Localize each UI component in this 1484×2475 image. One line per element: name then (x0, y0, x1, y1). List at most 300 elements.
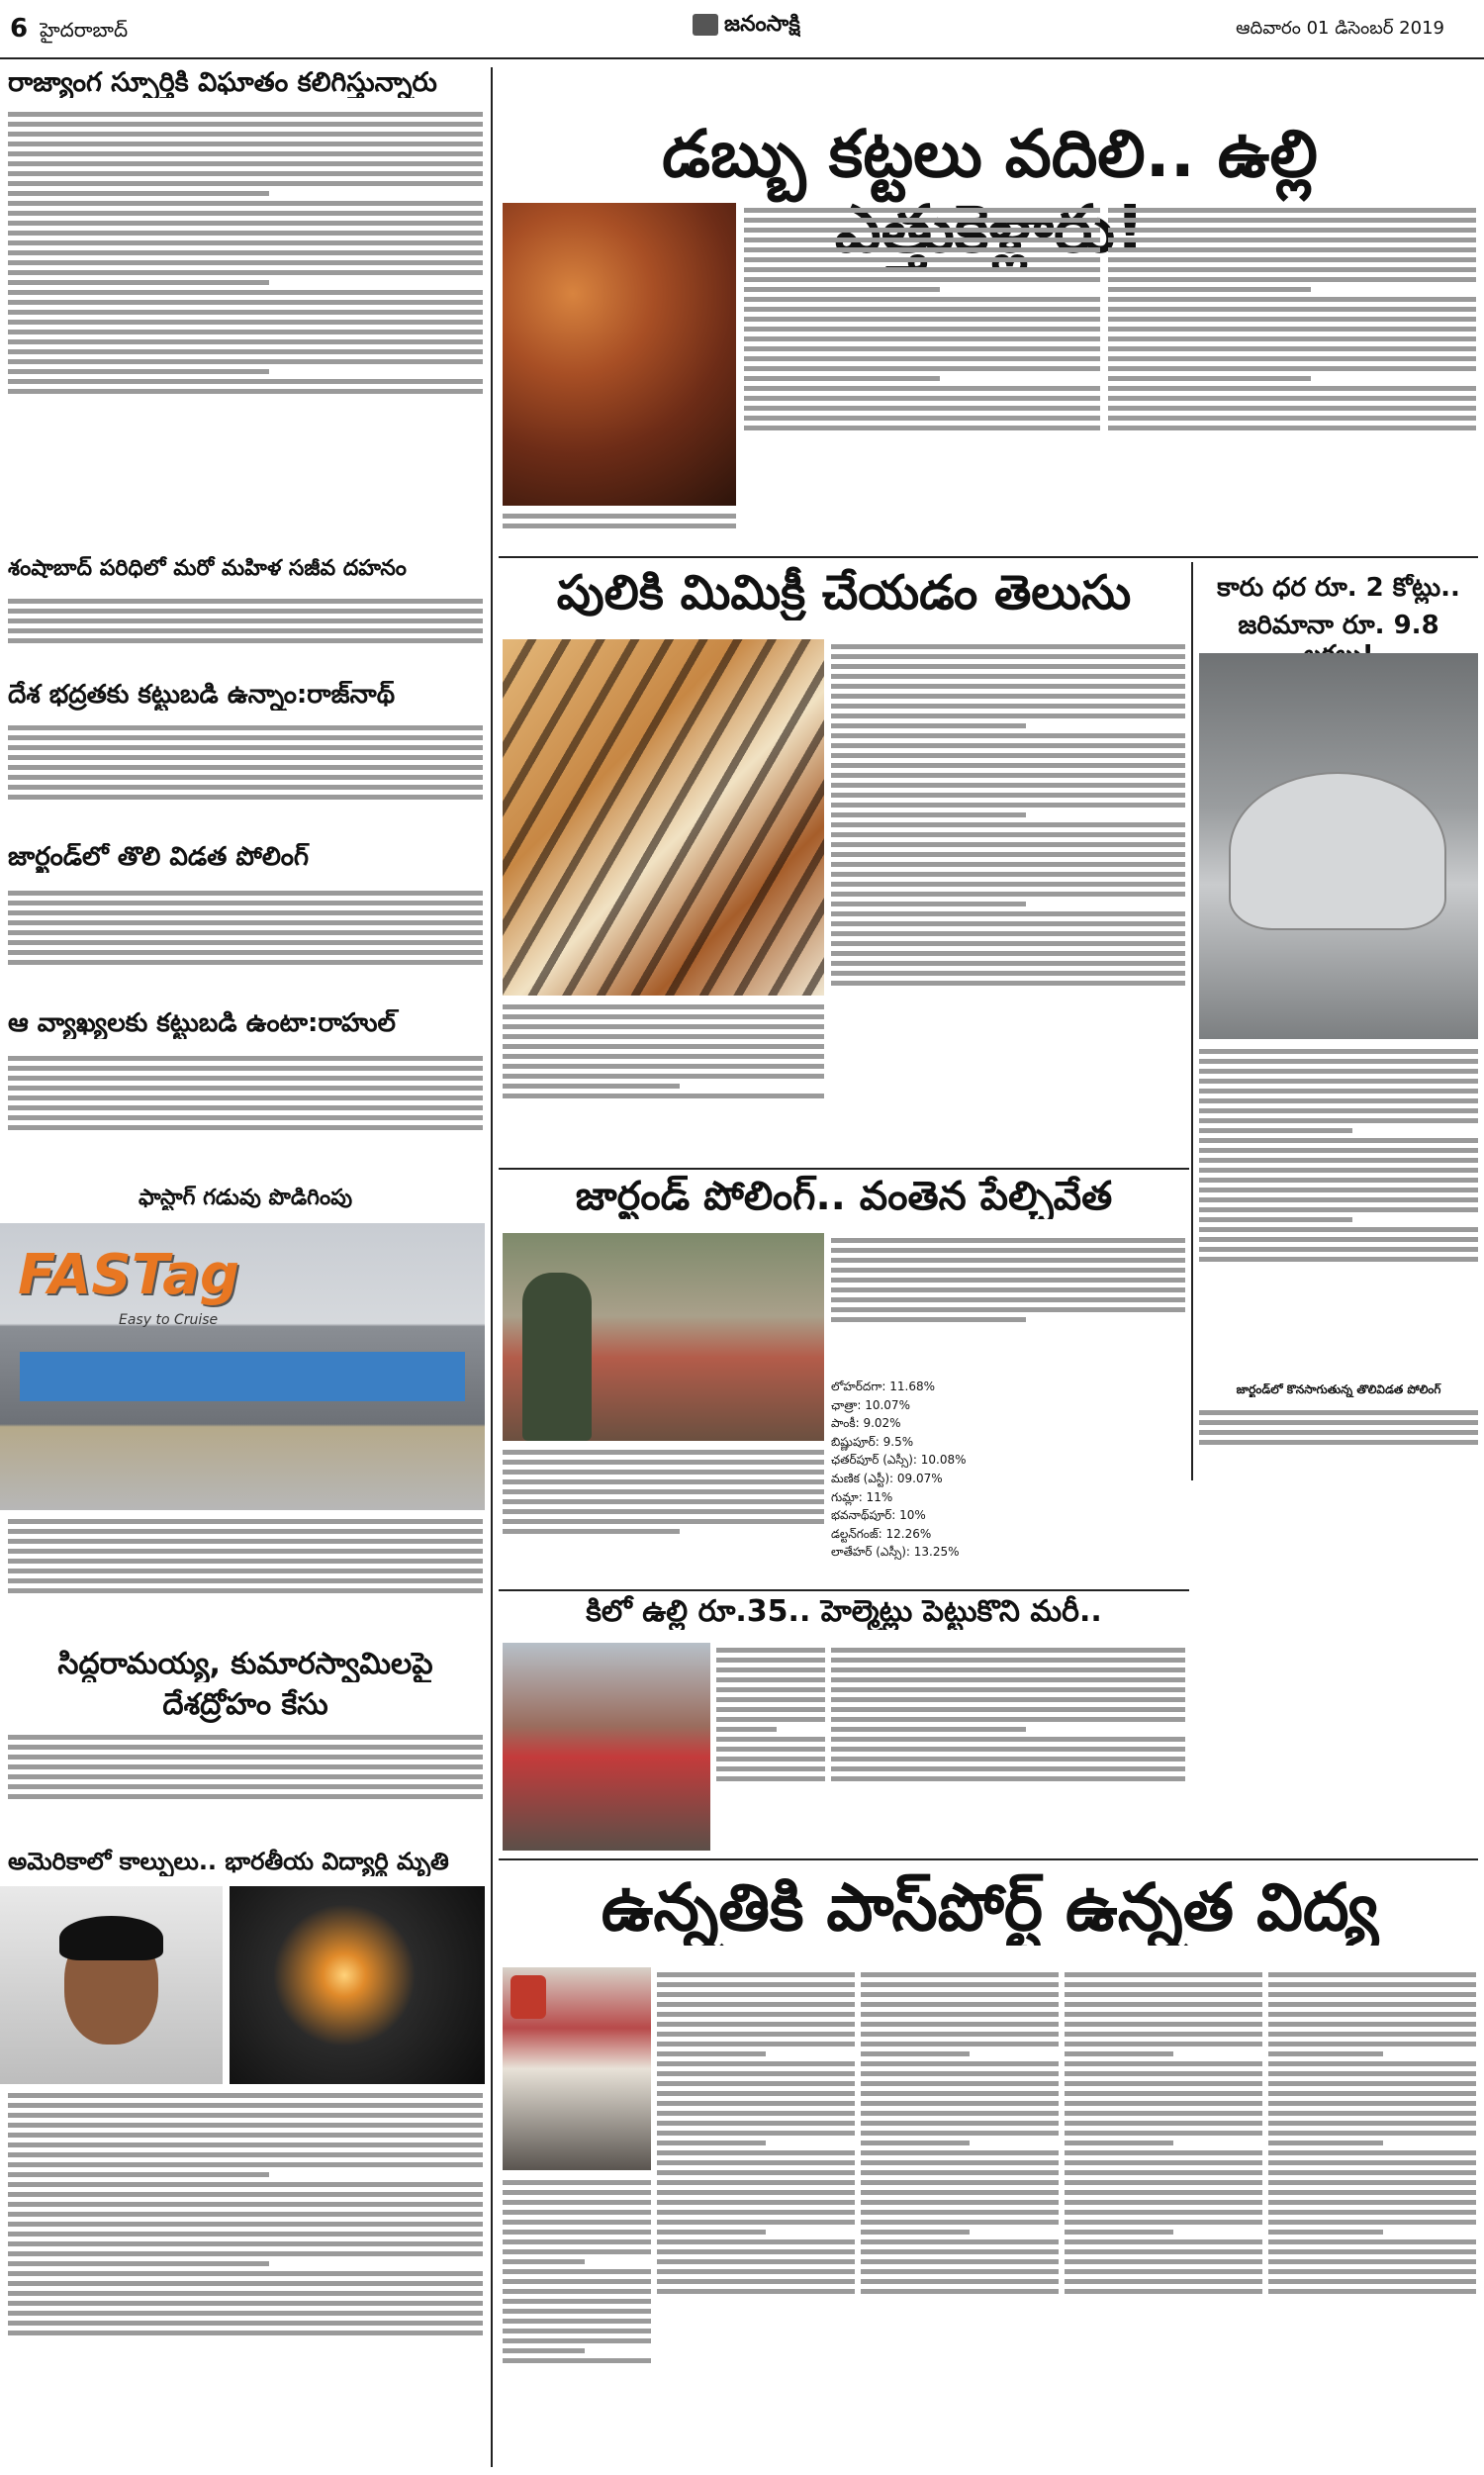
text-line (1268, 2249, 1476, 2254)
masthead (0, 0, 1484, 59)
text-line (861, 2002, 1059, 2007)
text-line (8, 1588, 483, 1593)
text-line (8, 221, 483, 226)
text-line (716, 1697, 825, 1702)
text-line (1108, 366, 1476, 371)
text-line (503, 1479, 824, 1484)
fastag-photo (0, 1223, 485, 1510)
text-line (861, 2141, 970, 2145)
text-line (744, 317, 1100, 322)
column-rule-left (491, 67, 493, 2467)
text-line (8, 1559, 483, 1564)
text-line (1199, 1069, 1478, 1074)
text-line (831, 714, 1185, 718)
text-line (744, 238, 1100, 242)
text-line (503, 1014, 824, 1019)
vote-body (1199, 1405, 1478, 1476)
text-line (744, 307, 1100, 312)
text-line (1065, 1972, 1262, 1977)
text-line (744, 327, 1100, 332)
text-line (1065, 2141, 1173, 2145)
text-line (8, 260, 483, 265)
text-line (861, 1982, 1059, 1987)
gun-photo (230, 1886, 485, 2084)
text-line (8, 339, 483, 344)
text-line (716, 1687, 825, 1692)
text-line (657, 2022, 855, 2027)
text-line (8, 1794, 483, 1799)
text-line (8, 599, 483, 604)
text-line (1065, 2230, 1173, 2235)
text-line (744, 346, 1100, 351)
text-line (8, 775, 483, 780)
text-line (831, 674, 1185, 679)
text-line (861, 2051, 970, 2056)
jharkhand-stats (831, 1378, 1185, 1583)
text-line (1065, 2210, 1262, 2215)
text-line (8, 1745, 483, 1750)
text-line (1065, 2259, 1262, 2264)
text-line (1065, 2200, 1262, 2205)
onion-price-headline: కిలో ఉల్లి రూ.35.. హెల్మెట్లు పెట్టుకొని మరీ.. (586, 1595, 1102, 1629)
text-line (8, 2301, 483, 2306)
text-line (8, 359, 483, 364)
text-line (1268, 2180, 1476, 2185)
education-body-5 (1268, 1967, 1476, 2464)
text-line (1199, 1168, 1478, 1173)
left-article-6-body (8, 1514, 483, 1641)
text-line (744, 287, 940, 292)
text-line (861, 2111, 1059, 2116)
text-line (1268, 2141, 1383, 2145)
text-line (1065, 2220, 1262, 2225)
text-line (8, 349, 483, 354)
text-line (8, 310, 483, 315)
text-line (503, 1529, 680, 1534)
text-line (503, 1499, 824, 1504)
text-line (1268, 2051, 1383, 2056)
text-line (8, 2232, 483, 2237)
text-line (744, 366, 1100, 371)
text-line (657, 2249, 855, 2254)
text-line (8, 290, 483, 295)
text-line (861, 2210, 1059, 2215)
text-line (1199, 1257, 1478, 1262)
text-line (1108, 208, 1476, 213)
text-line (1065, 2170, 1262, 2175)
text-line (8, 142, 483, 146)
stat-line: లోహర్‌దగా: 11.68% (831, 1380, 935, 1393)
text-line (1268, 2289, 1476, 2294)
text-line (657, 2131, 855, 2136)
text-line (831, 961, 1185, 966)
text-line (8, 2142, 483, 2147)
text-line (831, 1307, 1185, 1312)
text-line (8, 151, 483, 156)
text-line (1065, 2022, 1262, 2027)
text-line (1268, 2081, 1476, 2086)
tiger-body-1 (503, 1000, 824, 1158)
text-line (744, 267, 1100, 272)
stat-line: ఛతర్‌పూర్ (ఎస్సీ): 10.08% (831, 1453, 967, 1468)
text-line (503, 2319, 651, 2324)
stat-line: భవనాథ్‌పూర్: 10% (831, 1508, 926, 1523)
text-line (861, 2269, 1059, 2274)
text-line (1199, 1217, 1352, 1222)
text-line (716, 1766, 825, 1771)
text-line (1065, 2160, 1262, 2165)
text-line (503, 2249, 651, 2254)
text-line (1268, 2170, 1476, 2175)
text-line (1199, 1059, 1478, 1064)
text-line (8, 1735, 483, 1740)
text-line (831, 1648, 1185, 1653)
stat-line: డల్టన్‌గంజ్: 12.26% (831, 1526, 932, 1541)
text-line (1199, 1148, 1478, 1153)
text-line (657, 1992, 855, 1997)
text-line (716, 1747, 825, 1752)
text-line (657, 2091, 855, 2096)
issue-date: ఆదివారం 01 డిసెంబర్ 2019 (1236, 18, 1444, 39)
text-line (1199, 1197, 1478, 1202)
text-line (744, 376, 940, 381)
text-line (1199, 1440, 1478, 1445)
text-line (716, 1648, 825, 1653)
text-line (861, 2160, 1059, 2165)
text-line (657, 2012, 855, 2017)
text-line (8, 1755, 483, 1760)
student-hair (59, 1916, 163, 1960)
text-line (861, 2190, 1059, 2195)
text-line (8, 930, 483, 935)
text-line (861, 2289, 1059, 2294)
text-line (1199, 1108, 1478, 1113)
text-line (1268, 2131, 1476, 2136)
text-line (8, 920, 483, 925)
text-line (1268, 2239, 1476, 2244)
text-line (831, 773, 1185, 778)
text-line (8, 161, 483, 166)
text-line (716, 1667, 825, 1672)
text-line (8, 1578, 483, 1583)
onion-price-body-2 (831, 1643, 1185, 1851)
text-line (716, 1717, 825, 1722)
tiger-headline: పులికి మిమిక్రీ చేయడం తెలుసు (556, 566, 1132, 620)
text-line (8, 910, 483, 915)
left-headline-8: అమెరికాలో కాల్పులు.. భారతీయ విద్యార్థి మృతి (8, 1849, 449, 1875)
stat-line: గుమ్లా: 11% (831, 1489, 893, 1504)
text-line (657, 2032, 855, 2037)
text-line (861, 2091, 1059, 2096)
text-line (1065, 2081, 1262, 2086)
text-line (1108, 267, 1476, 272)
text-line (1268, 2101, 1476, 2106)
section-rule-3 (499, 1589, 1189, 1591)
stat-line: లాతేహర్ (ఎస్సీ): 13.25% (831, 1545, 960, 1560)
text-line (744, 426, 1100, 430)
text-line (831, 723, 1026, 728)
text-line (1199, 1049, 1478, 1054)
text-line (1065, 2131, 1262, 2136)
stat-line: పాంకీ: 9.02% (831, 1416, 901, 1431)
jharkhand-body-1 (503, 1445, 824, 1583)
text-line (1065, 2289, 1262, 2294)
text-line (8, 2222, 483, 2227)
fist-icon (510, 1975, 546, 2019)
text-line (861, 2279, 1059, 2284)
text-line (8, 2251, 483, 2256)
text-line (1268, 2160, 1476, 2165)
text-line (657, 2042, 855, 2047)
left-article-1-body (8, 107, 483, 550)
text-line (861, 2150, 1059, 2155)
text-line (503, 1470, 824, 1475)
text-line (1108, 287, 1311, 292)
vote-subheadline: జార్ఖండ్‌లో కొనసాగుతున్న తొలివిడత పోలింగ్ (1236, 1383, 1441, 1396)
text-line (8, 901, 483, 905)
tiger-body-2 (831, 639, 1185, 1162)
text-line (1199, 1247, 1478, 1252)
text-line (503, 2200, 651, 2205)
text-line (8, 1764, 483, 1769)
text-line (8, 240, 483, 245)
left-article-8-body (8, 2088, 483, 2464)
text-line (8, 755, 483, 760)
text-line (1199, 1138, 1478, 1143)
text-line (503, 1044, 824, 1049)
text-line (831, 882, 1185, 887)
text-line (1199, 1178, 1478, 1183)
text-line (744, 396, 1100, 401)
text-line (831, 743, 1185, 748)
text-line (861, 2032, 1059, 2037)
text-line (657, 2190, 855, 2195)
text-line (8, 619, 483, 623)
text-line (8, 280, 269, 285)
onion-theft-body-2 (1108, 203, 1476, 549)
text-line (503, 2299, 651, 2304)
left-headline-4: జార్ఖండ్‌లో తొలి విడత పోలింగ్ (8, 843, 310, 872)
text-line (1199, 1089, 1478, 1094)
text-line (503, 1074, 824, 1079)
text-line (831, 753, 1185, 758)
text-line (1108, 277, 1476, 282)
text-line (831, 1287, 1185, 1292)
text-line (503, 2180, 651, 2185)
text-line (831, 951, 1185, 956)
text-line (8, 2182, 483, 2187)
text-line (503, 1024, 824, 1029)
text-line (1065, 2190, 1262, 2195)
text-line (503, 2289, 651, 2294)
text-line (1268, 2032, 1476, 2037)
text-line (503, 1064, 824, 1069)
text-line (1268, 2200, 1476, 2205)
text-line (8, 171, 483, 176)
text-line (831, 1238, 1185, 1243)
text-line (1108, 297, 1476, 302)
text-line (831, 1697, 1185, 1702)
onion-theft-body-1 (744, 203, 1100, 549)
text-line (657, 2180, 855, 2185)
text-line (8, 638, 483, 643)
text-line (831, 971, 1185, 976)
text-line (8, 2123, 483, 2128)
text-line (716, 1776, 825, 1781)
text-line (1065, 2279, 1262, 2284)
text-line (831, 1258, 1185, 1263)
text-line (831, 1268, 1185, 1273)
text-line (8, 2093, 483, 2098)
left-article-5-body (8, 1051, 483, 1180)
text-line (503, 1489, 824, 1494)
text-line (503, 2348, 585, 2353)
text-line (861, 2061, 1059, 2066)
text-line (8, 1519, 483, 1524)
text-line (716, 1737, 825, 1742)
text-line (861, 2012, 1059, 2017)
text-line (831, 733, 1185, 738)
text-line (8, 1784, 483, 1789)
text-line (744, 416, 1100, 421)
text-line (503, 524, 736, 528)
text-line (8, 231, 483, 236)
text-line (831, 842, 1185, 847)
text-line (8, 1125, 483, 1130)
text-line (1065, 2269, 1262, 2274)
text-line (8, 2113, 483, 2118)
left-headline-7a: సిద్దరామయ్య, కుమారస్వామిలపై (57, 1648, 433, 1681)
text-line (8, 1115, 483, 1120)
text-line (8, 628, 483, 633)
text-line (657, 2220, 855, 2225)
text-line (831, 832, 1185, 837)
jharkhand-headline: జార్ఖండ్ పోలింగ్.. వంతెన పేల్చివేత (575, 1174, 1113, 1219)
text-line (657, 2289, 855, 2294)
text-line (1108, 406, 1476, 411)
text-line (1199, 1420, 1478, 1425)
porsche-photo (1199, 653, 1478, 1039)
text-line (8, 270, 483, 275)
text-line (8, 2202, 483, 2207)
logo-icon (693, 14, 718, 36)
onion-price-body-1 (716, 1643, 825, 1851)
text-line (1268, 2121, 1476, 2126)
text-line (657, 2259, 855, 2264)
text-line (1268, 1972, 1476, 1977)
text-line (1268, 2002, 1476, 2007)
education-body-3 (861, 1967, 1059, 2464)
text-line (744, 208, 1100, 213)
text-line (831, 1717, 1185, 1722)
text-line (861, 1972, 1059, 1977)
text-line (8, 950, 483, 955)
student-photo (0, 1886, 223, 2084)
text-line (8, 122, 483, 127)
text-line (744, 386, 1100, 391)
text-line (503, 514, 736, 519)
text-line (657, 1972, 855, 1977)
left-article-3-body (8, 720, 483, 839)
text-line (1065, 2091, 1262, 2096)
text-line (1065, 2249, 1262, 2254)
text-line (8, 785, 483, 790)
text-line (1199, 1410, 1478, 1415)
text-line (657, 2071, 855, 2076)
text-line (861, 2230, 970, 2235)
text-line (1268, 2279, 1476, 2284)
text-line (831, 1766, 1185, 1771)
text-line (503, 2190, 651, 2195)
text-line (503, 2329, 651, 2333)
text-line (831, 654, 1185, 659)
text-line (1108, 228, 1476, 233)
text-line (8, 1076, 483, 1081)
text-line (657, 2002, 855, 2007)
text-line (716, 1757, 825, 1761)
text-line (503, 2259, 585, 2264)
text-line (1199, 1158, 1478, 1163)
text-line (8, 735, 483, 740)
text-line (657, 2081, 855, 2086)
text-line (831, 1757, 1185, 1761)
text-line (1108, 317, 1476, 322)
text-line (831, 931, 1185, 936)
text-line (1065, 2032, 1262, 2037)
text-line (657, 2239, 855, 2244)
text-line (1268, 1992, 1476, 1997)
text-line (744, 277, 1100, 282)
text-line (1268, 2259, 1476, 2264)
text-line (831, 1278, 1185, 1283)
text-line (831, 1737, 1185, 1742)
text-line (831, 1248, 1185, 1253)
text-line (8, 211, 483, 216)
section-rule-1 (499, 556, 1478, 558)
text-line (8, 1529, 483, 1534)
text-line (744, 336, 1100, 341)
text-line (861, 1992, 1059, 1997)
text-line (8, 112, 483, 117)
text-line (744, 406, 1100, 411)
jharkhand-photo (503, 1233, 824, 1441)
text-line (744, 297, 1100, 302)
text-line (861, 2239, 1059, 2244)
text-line (657, 2160, 855, 2165)
text-line (8, 1774, 483, 1779)
text-line (8, 132, 483, 137)
education-body-4 (1065, 1967, 1262, 2464)
text-line (8, 960, 483, 965)
text-line (1268, 2230, 1383, 2235)
left-article-7-body (8, 1730, 483, 1839)
text-line (8, 2331, 483, 2335)
text-line (503, 1519, 824, 1524)
text-line (1268, 2022, 1476, 2027)
text-line (1108, 346, 1476, 351)
education-photo (503, 1967, 651, 2170)
text-line (861, 2081, 1059, 2086)
text-line (1108, 336, 1476, 341)
text-line (1199, 1079, 1478, 1084)
text-line (1108, 247, 1476, 252)
text-line (831, 1677, 1185, 1682)
text-line (861, 2180, 1059, 2185)
text-line (1065, 2012, 1262, 2017)
text-line (657, 1982, 855, 1987)
text-line (8, 1086, 483, 1091)
fastag-logo: FASTag (18, 1243, 240, 1307)
